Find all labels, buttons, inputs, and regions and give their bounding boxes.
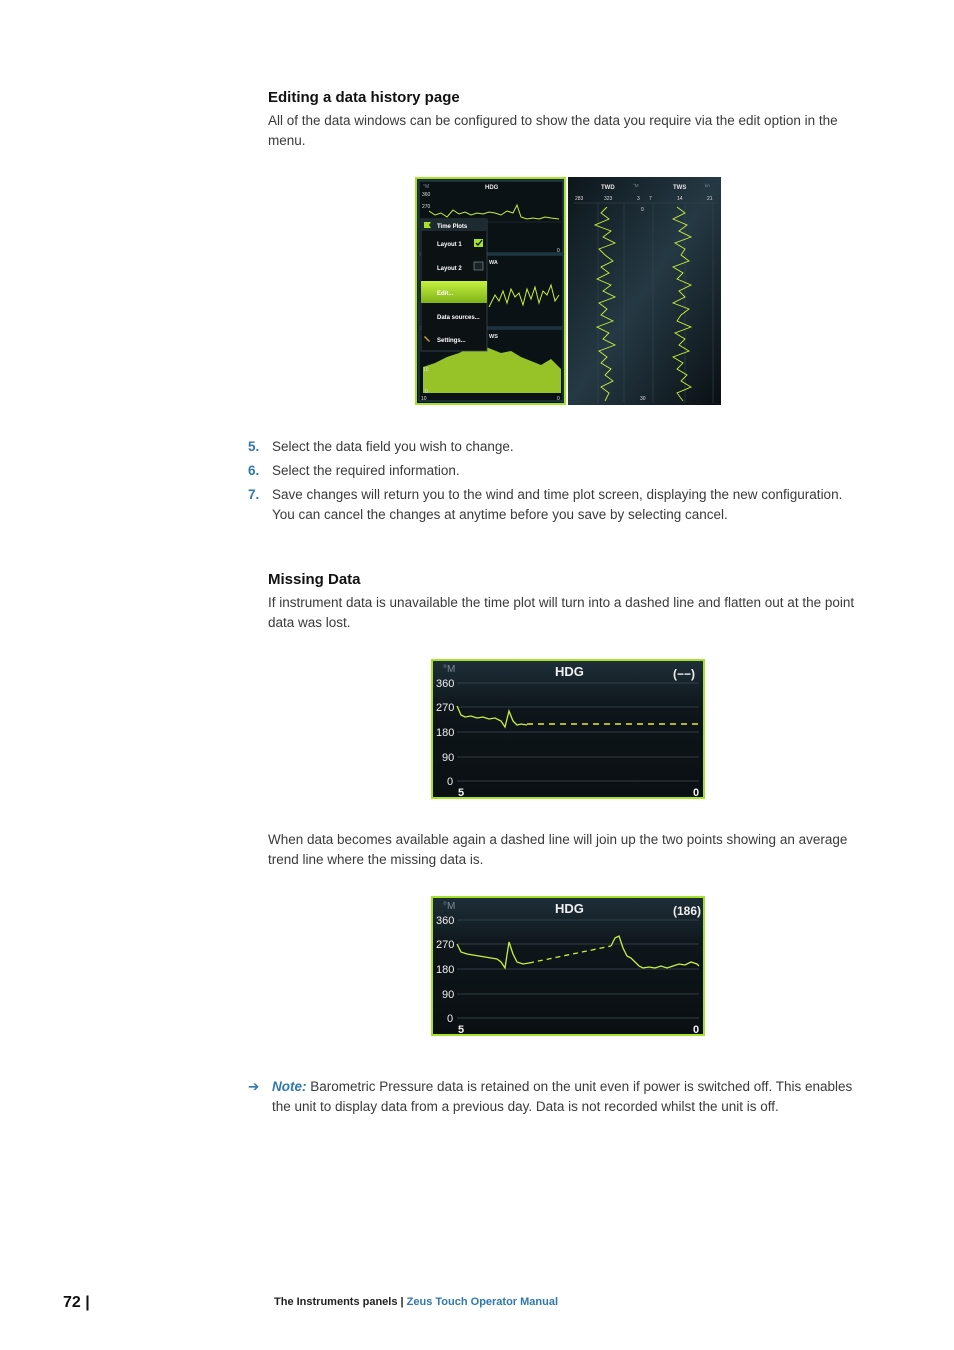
twd-scale-283: 283 xyxy=(575,196,584,202)
section-intro-missing-data: If instrument data is unavailable the time plot will turn into a dashed line and flatten out at the point data was lost. xyxy=(268,595,855,630)
rejoin-paragraph: When data becomes available again a dashed line will join up the two points showing an average trend line where the missing data is. xyxy=(268,832,848,867)
menu-item-data-sources[interactable]: Data sources... xyxy=(437,315,480,321)
ws-bottom-right: 0 xyxy=(557,396,560,402)
x-label-left: 5 xyxy=(458,1024,465,1036)
step-number: 6. xyxy=(248,463,260,478)
hdg-tick-360: 360 xyxy=(422,192,431,198)
hdg-tick-270: 270 xyxy=(422,204,431,210)
x-label-left: 5 xyxy=(458,787,465,799)
step-text: Select the data field you wish to change. xyxy=(272,439,514,454)
ws-tick-0: 0 xyxy=(425,389,428,395)
hdg-title: HDG xyxy=(485,185,499,191)
unit-label: °M xyxy=(443,664,456,675)
tws-title: TWS xyxy=(673,185,687,191)
note-label: Note: xyxy=(272,1079,307,1094)
menu-item-edit[interactable]: Edit... xyxy=(437,291,454,297)
y-tick-0: 0 xyxy=(447,776,454,788)
plot-title: HDG xyxy=(555,664,584,679)
y-tick-90: 90 xyxy=(442,752,455,764)
ws-tick-10: 10 xyxy=(423,367,429,373)
section-intro-editing: All of the data windows can be configured to show the data you require via the edit option in the menu. xyxy=(268,113,838,148)
step-number: 5. xyxy=(248,439,260,454)
current-value: (186) xyxy=(673,904,702,918)
unit-label: °M xyxy=(423,184,430,190)
tws-scale-14: 14 xyxy=(677,196,683,202)
y-tick-270: 270 xyxy=(436,702,455,714)
step-text: Select the required information. xyxy=(272,463,460,478)
menu-item-layout2[interactable]: Layout 2 xyxy=(437,266,462,272)
unit-label: °M xyxy=(443,901,456,912)
step-number: 7. xyxy=(248,487,260,502)
time-plots-screenshot xyxy=(415,177,721,405)
section-heading-missing-data: Missing Data xyxy=(268,571,361,588)
y-tick-360: 360 xyxy=(436,915,455,927)
note-text: Barometric Pressure data is retained on the unit even if power is switched off. This enables the unit to display data from a previous day. Data is not recorded whilst the unit is off. xyxy=(272,1079,853,1114)
footer xyxy=(274,1296,558,1308)
plot-title: HDG xyxy=(555,901,584,916)
twd-scale-323: 323 xyxy=(604,196,613,202)
twd-unit: °M xyxy=(633,183,639,188)
footer-manual-title: Zeus Touch Operator Manual xyxy=(406,1296,559,1308)
hdg-plot-rejoined xyxy=(431,896,705,1036)
y-tick-360: 360 xyxy=(436,678,455,690)
ws-bottom-left: 10 xyxy=(421,396,427,402)
tws-scale-7: 7 xyxy=(649,196,652,202)
tws-scale-21: 21 xyxy=(707,196,713,202)
tws-scale-3: 3 xyxy=(637,196,640,202)
right-panel xyxy=(568,177,721,405)
menu-item-settings[interactable]: Settings... xyxy=(437,338,466,344)
checkbox-empty-icon[interactable] xyxy=(474,262,483,270)
note-body xyxy=(272,1077,872,1116)
y-tick-0: 0 xyxy=(447,1013,454,1025)
top-mark: 0 xyxy=(641,207,644,213)
menu-title: Time Plots xyxy=(437,224,468,230)
time-plots-menu[interactable] xyxy=(421,219,487,351)
x-label-right: 0 xyxy=(693,1024,700,1036)
x-label-right: 0 xyxy=(693,787,700,799)
y-tick-90: 90 xyxy=(442,989,455,1001)
y-tick-180: 180 xyxy=(436,727,455,739)
hdg-plot-missing xyxy=(431,659,705,799)
y-tick-180: 180 xyxy=(436,964,455,976)
twd-title: TWD xyxy=(601,185,615,191)
current-value: (−−) xyxy=(673,667,696,681)
footer-section: The Instruments panels | xyxy=(274,1296,404,1308)
arrow-right-icon: ➔ xyxy=(248,1079,260,1094)
ws-title: WS xyxy=(489,334,498,340)
menu-item-layout1[interactable]: Layout 1 xyxy=(437,242,462,248)
hdg-right-label: 0 xyxy=(557,248,560,254)
bottom-mark: 30 xyxy=(640,396,646,402)
y-tick-270: 270 xyxy=(436,939,455,951)
menu-item-edit-selected[interactable] xyxy=(421,281,487,303)
section-heading-editing: Editing a data history page xyxy=(268,89,460,106)
tws-unit: kn xyxy=(705,183,710,188)
page-number: 72 | xyxy=(63,1294,90,1311)
wa-title: WA xyxy=(489,260,498,266)
step-text: Save changes will return you to the wind and time plot screen, displaying the new configuration. You can cancel the changes at anytime before you save by selecting cancel. xyxy=(272,487,843,522)
